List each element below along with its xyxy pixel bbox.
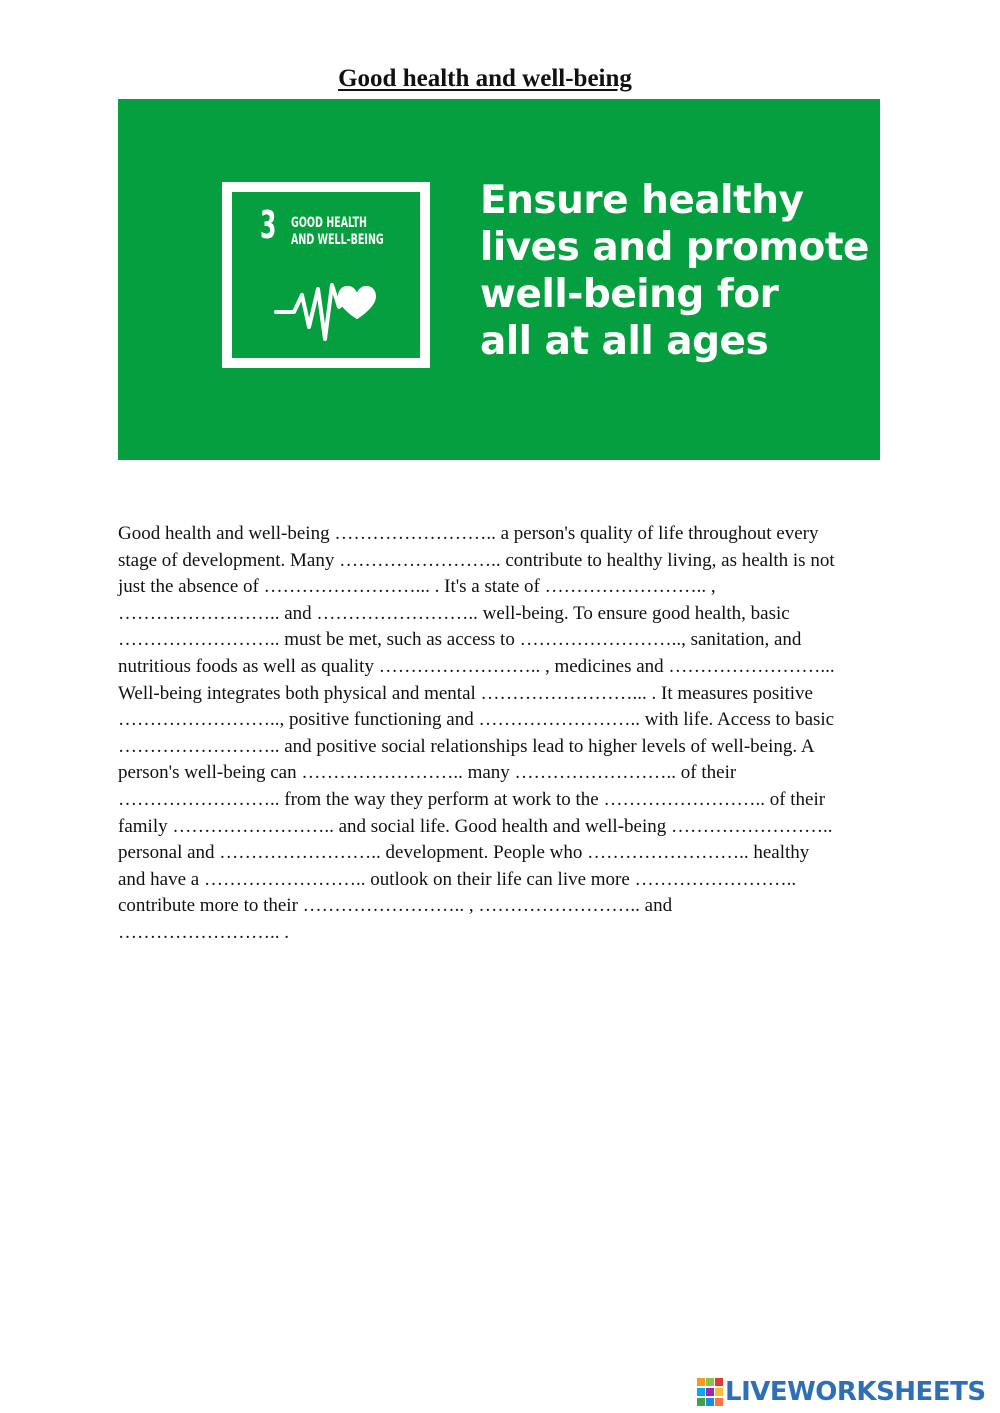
headline-line: all at all ages (480, 319, 769, 364)
paragraph-line: …………………….. from the way they perform at work to the …………………….. of their (118, 788, 826, 810)
paragraph-line: …………………….. and …………………….. well-being. To ensure good health, basic (118, 602, 790, 624)
paragraph-line: Well-being integrates both physical and mental ……………………... . It measures positive (118, 682, 813, 704)
paragraph-line: contribute more to their …………………….. , …………………….. and (118, 895, 673, 917)
headline-line: Ensure healthy (480, 178, 804, 223)
paragraph-line: …………………….. and positive social relationships lead to higher levels of well-being. A (118, 735, 815, 757)
paragraph-line: family …………………….. and social life. Good health and well-being …………………….. (118, 815, 833, 837)
paragraph-line: nutritious foods as well as quality …………………….. , medicines and ……………………... (118, 655, 835, 677)
fill-in-paragraph (118, 521, 884, 947)
paragraph-line: personal and …………………….. development. People who …………………….. healthy (118, 842, 810, 864)
sdg-label (291, 215, 384, 249)
liveworksheets-logo-icon (697, 1378, 723, 1406)
sdg-number: 3 (260, 203, 277, 247)
paragraph-line: person's well-being can …………………….. many …………………….. of their (118, 762, 737, 784)
paragraph-line: Good health and well-being …………………….. a person's quality of life throughout every (118, 523, 819, 544)
liveworksheets-watermark (697, 1377, 986, 1407)
sdg-banner (118, 99, 880, 460)
page-title: Good health and well-being (338, 64, 632, 92)
paragraph-line: stage of development. Many …………………….. contribute to healthy living, as health is not (118, 549, 835, 571)
paragraph-line: …………………….. . (118, 921, 289, 943)
paragraph-line: and have a …………………….. outlook on their life can live more …………………….. (118, 868, 797, 890)
paragraph-line: just the absence of ……………………... . It's a state of …………………….. , (118, 576, 716, 598)
paragraph-line: …………………….., positive functioning and …………………….. with life. Access to basic (118, 709, 835, 731)
sdg-goal-tile (222, 182, 430, 368)
headline-line: lives and promote (480, 225, 869, 270)
heartbeat-heart-icon (272, 267, 392, 357)
headline-line: well-being for (480, 272, 779, 317)
watermark-text: LIVEWORKSHEETS (725, 1377, 986, 1407)
banner-headline (480, 177, 869, 365)
paragraph-line: …………………….. must be met, such as access to …………………….., sanitation, and (118, 629, 802, 651)
sdg-label-line: AND WELL-BEING (291, 231, 384, 248)
sdg-label-line: GOOD HEALTH (291, 215, 368, 231)
